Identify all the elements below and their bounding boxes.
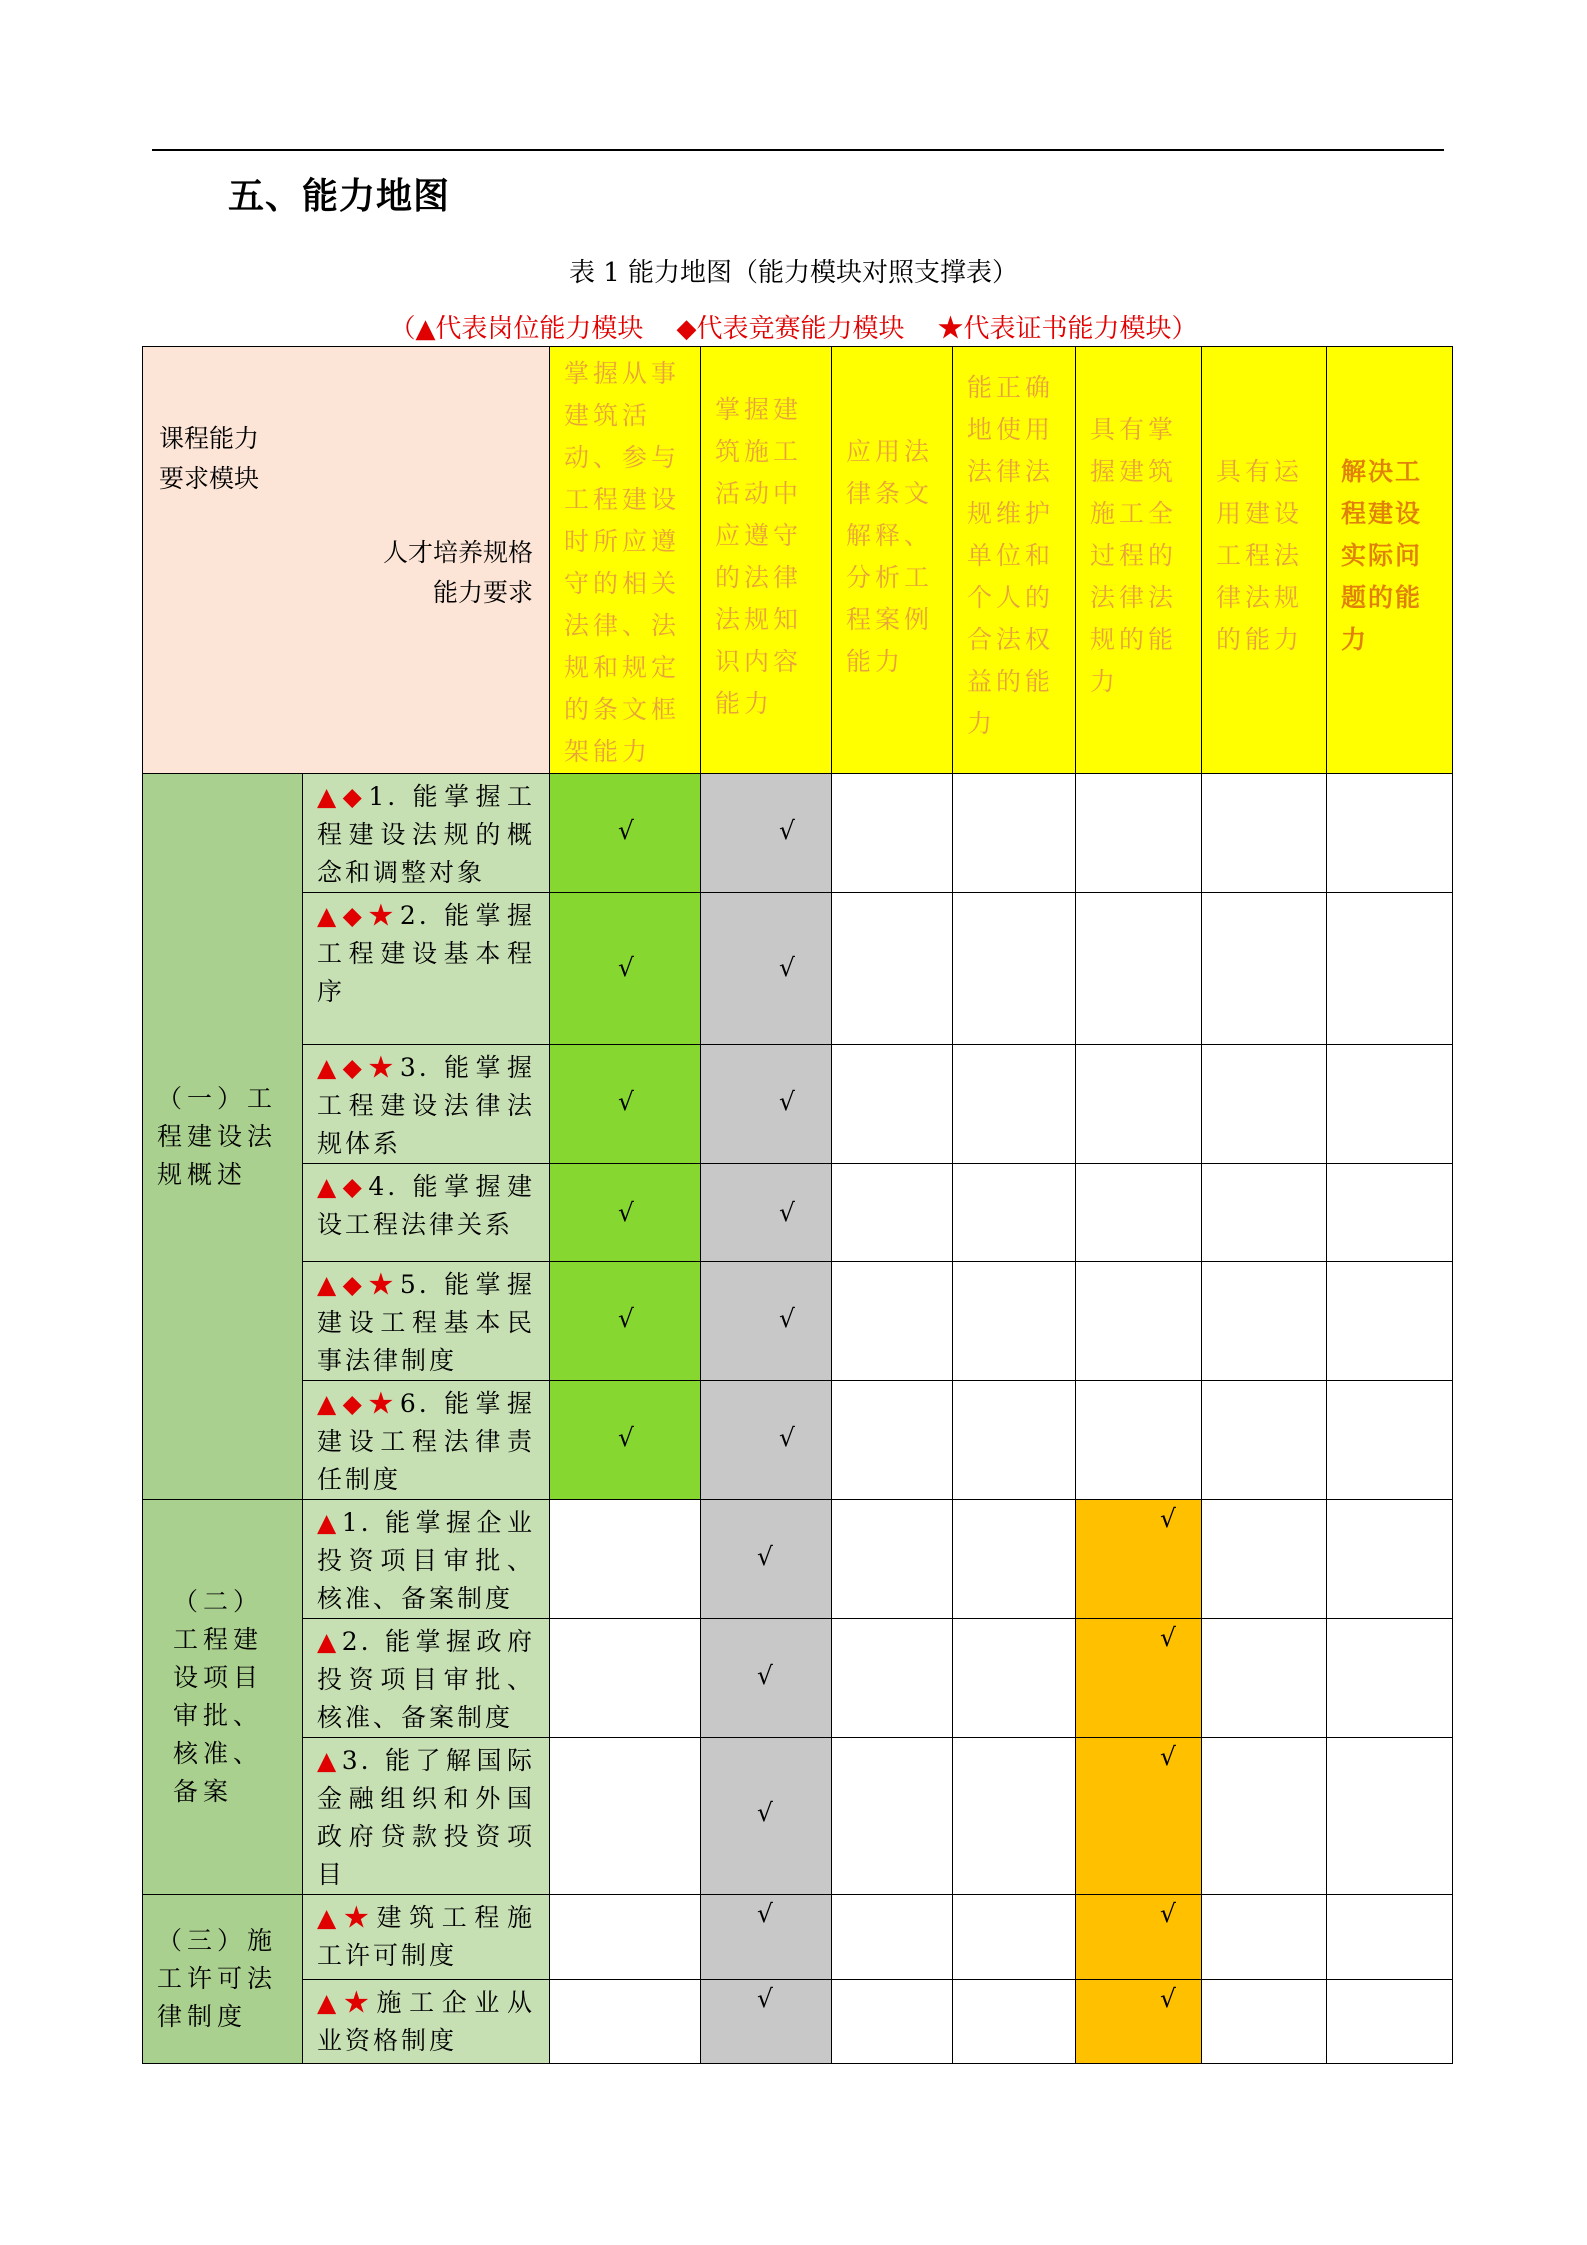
check-cell: √ bbox=[701, 1262, 832, 1381]
check-cell: √ bbox=[701, 1164, 832, 1262]
empty-cell bbox=[953, 1164, 1076, 1262]
empty-cell bbox=[832, 1045, 953, 1164]
empty-cell bbox=[1202, 1619, 1327, 1738]
empty-cell bbox=[953, 893, 1076, 1045]
empty-cell bbox=[1202, 1500, 1327, 1619]
check-cell: √ bbox=[701, 1500, 832, 1619]
empty-cell bbox=[1202, 1262, 1327, 1381]
row-label: ▲◆★3. 能掌握工程建设法律法规体系 bbox=[303, 1045, 550, 1164]
column-header: 具有运用建设工程法律法规的能力 bbox=[1202, 347, 1327, 774]
capability-map-table bbox=[142, 346, 1453, 2064]
empty-cell bbox=[953, 1045, 1076, 1164]
empty-cell bbox=[1076, 1045, 1202, 1164]
header-row bbox=[143, 347, 1453, 774]
empty-cell bbox=[1202, 1980, 1327, 2064]
check-cell: √ bbox=[1076, 1619, 1202, 1738]
empty-cell bbox=[1076, 1262, 1202, 1381]
group-label: （二）工程建设项目审批、核准、备案 bbox=[143, 1500, 303, 1895]
empty-cell bbox=[1327, 1980, 1453, 2064]
empty-cell bbox=[550, 1980, 701, 2064]
empty-cell bbox=[832, 1980, 953, 2064]
empty-cell bbox=[1202, 1045, 1327, 1164]
empty-cell bbox=[1327, 1895, 1453, 1980]
empty-cell bbox=[832, 1500, 953, 1619]
check-cell: √ bbox=[1076, 1500, 1202, 1619]
row-label: ▲2. 能掌握政府投资项目审批、核准、备案制度 bbox=[303, 1619, 550, 1738]
empty-cell bbox=[550, 1619, 701, 1738]
row-label: ▲◆★5. 能掌握建设工程基本民事法律制度 bbox=[303, 1262, 550, 1381]
table-row bbox=[143, 1500, 1453, 1619]
check-cell: √ bbox=[550, 774, 701, 893]
empty-cell bbox=[1327, 1381, 1453, 1500]
column-header: 解决工程建设实际问题的能力 bbox=[1327, 347, 1453, 774]
check-cell: √ bbox=[1076, 1895, 1202, 1980]
empty-cell bbox=[1202, 1738, 1327, 1895]
empty-cell bbox=[832, 1164, 953, 1262]
check-cell: √ bbox=[550, 1381, 701, 1500]
empty-cell bbox=[832, 1895, 953, 1980]
table-row bbox=[143, 1381, 1453, 1500]
row-label: ▲◆★6. 能掌握建设工程法律责任制度 bbox=[303, 1381, 550, 1500]
row-label: ▲◆1. 能掌握工程建设法规的概念和调整对象 bbox=[303, 774, 550, 893]
empty-cell bbox=[1202, 774, 1327, 893]
row-label: ▲1. 能掌握企业投资项目审批、核准、备案制度 bbox=[303, 1500, 550, 1619]
empty-cell bbox=[1076, 893, 1202, 1045]
empty-cell bbox=[1076, 1381, 1202, 1500]
empty-cell bbox=[1202, 1164, 1327, 1262]
table-row bbox=[143, 1738, 1453, 1895]
empty-cell bbox=[1202, 1381, 1327, 1500]
empty-cell bbox=[1076, 774, 1202, 893]
empty-cell bbox=[832, 774, 953, 893]
legend: （▲代表岗位能力模块 ◆代表竞赛能力模块 ★代表证书能力模块） bbox=[389, 314, 1198, 344]
check-cell: √ bbox=[701, 893, 832, 1045]
empty-cell bbox=[1327, 1262, 1453, 1381]
empty-cell bbox=[953, 1619, 1076, 1738]
empty-cell bbox=[1202, 1895, 1327, 1980]
column-header: 掌握建筑施工活动中应遵守的法律法规知识内容能力 bbox=[701, 347, 832, 774]
header-rule bbox=[152, 149, 1444, 151]
empty-cell bbox=[1202, 893, 1327, 1045]
empty-cell bbox=[832, 1738, 953, 1895]
empty-cell bbox=[1327, 893, 1453, 1045]
check-cell: √ bbox=[701, 1980, 832, 2064]
empty-cell bbox=[953, 774, 1076, 893]
table-caption: 表 1 能力地图（能力模块对照支撑表） bbox=[568, 258, 1019, 288]
group-label: （一）工程建设法规概述 bbox=[143, 774, 303, 1500]
check-cell: √ bbox=[701, 1045, 832, 1164]
corner-bottom-label: 人才培养规格 能力要求 bbox=[382, 538, 533, 607]
check-cell: √ bbox=[550, 893, 701, 1045]
empty-cell bbox=[832, 1381, 953, 1500]
table-row bbox=[143, 774, 1453, 893]
check-cell: √ bbox=[1076, 1980, 1202, 2064]
check-cell: √ bbox=[701, 774, 832, 893]
group-label: （三）施工许可法律制度 bbox=[143, 1895, 303, 2064]
empty-cell bbox=[832, 1262, 953, 1381]
check-cell: √ bbox=[550, 1262, 701, 1381]
empty-cell bbox=[832, 893, 953, 1045]
check-cell: √ bbox=[550, 1164, 701, 1262]
empty-cell bbox=[1327, 1500, 1453, 1619]
row-label: ▲★建筑工程施工许可制度 bbox=[303, 1895, 550, 1980]
table-row bbox=[143, 893, 1453, 1045]
empty-cell bbox=[953, 1738, 1076, 1895]
empty-cell bbox=[1327, 774, 1453, 893]
empty-cell bbox=[1327, 1619, 1453, 1738]
empty-cell bbox=[1327, 1738, 1453, 1895]
row-label: ▲◆★2. 能掌握工程建设基本程序 bbox=[303, 893, 550, 1045]
column-header: 掌握从事建筑活动、参与工程建设时所应遵守的相关法律、法规和规定的条文框架能力 bbox=[550, 347, 701, 774]
check-cell: √ bbox=[1076, 1738, 1202, 1895]
check-cell: √ bbox=[701, 1381, 832, 1500]
table-row bbox=[143, 1262, 1453, 1381]
table-row bbox=[143, 1980, 1453, 2064]
empty-cell bbox=[953, 1895, 1076, 1980]
empty-cell bbox=[953, 1980, 1076, 2064]
check-cell: √ bbox=[701, 1738, 832, 1895]
empty-cell bbox=[1327, 1045, 1453, 1164]
row-label: ▲◆4. 能掌握建设工程法律关系 bbox=[303, 1164, 550, 1262]
empty-cell bbox=[550, 1500, 701, 1619]
table-row bbox=[143, 1619, 1453, 1738]
row-label: ▲★施工企业从业资格制度 bbox=[303, 1980, 550, 2064]
check-cell: √ bbox=[550, 1045, 701, 1164]
empty-cell bbox=[1076, 1164, 1202, 1262]
empty-cell bbox=[953, 1381, 1076, 1500]
table-row bbox=[143, 1895, 1453, 1980]
corner-cell bbox=[143, 347, 550, 774]
section-title: 五、能力地图 bbox=[228, 176, 451, 217]
empty-cell bbox=[953, 1262, 1076, 1381]
empty-cell bbox=[550, 1738, 701, 1895]
column-header: 能正确地使用法律法规维护单位和个人的合法权益的能力 bbox=[953, 347, 1076, 774]
row-label: ▲3. 能了解国际金融组织和外国政府贷款投资项目 bbox=[303, 1738, 550, 1895]
column-header: 具有掌握建筑施工全过程的法律法规的能力 bbox=[1076, 347, 1202, 774]
column-header: 应用法律条文解释、分析工程案例能力 bbox=[832, 347, 953, 774]
check-cell: √ bbox=[701, 1895, 832, 1980]
check-cell: √ bbox=[701, 1619, 832, 1738]
empty-cell bbox=[832, 1619, 953, 1738]
corner-top-label: 课程能力 要求模块 bbox=[159, 424, 260, 493]
table-row bbox=[143, 1164, 1453, 1262]
empty-cell bbox=[550, 1895, 701, 1980]
empty-cell bbox=[1327, 1164, 1453, 1262]
table-row bbox=[143, 1045, 1453, 1164]
empty-cell bbox=[953, 1500, 1076, 1619]
